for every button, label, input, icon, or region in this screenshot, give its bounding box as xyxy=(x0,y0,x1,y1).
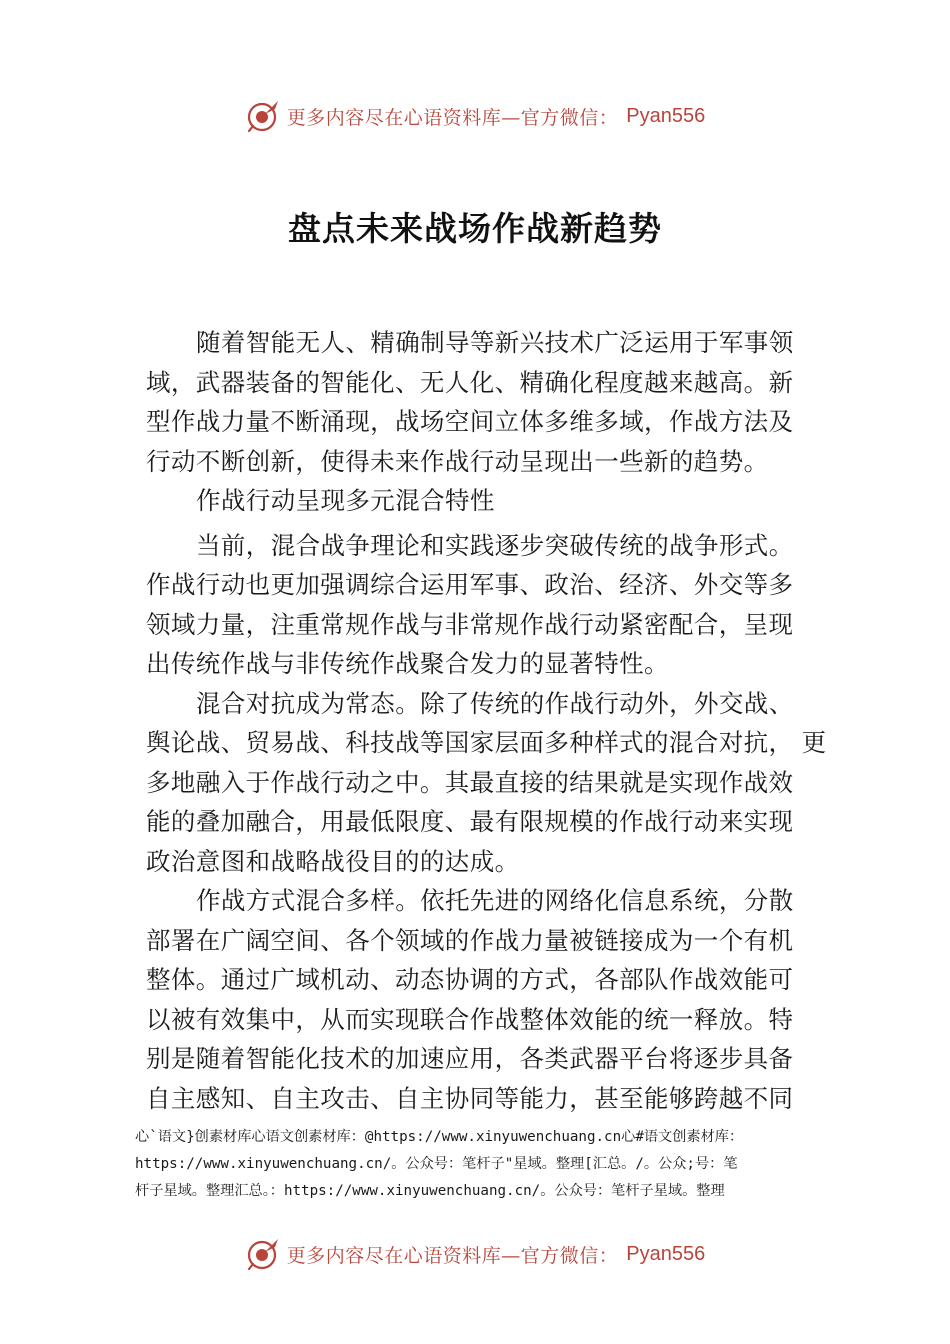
footer-note-line: https://www.xinyuwenchuang.cn/。公众号：笔杆子"星域。整理[汇总。/。公众;号：笔 xyxy=(135,1156,738,1172)
article-line: 整体。通过广域机动、动态协调的方式，各部队作战效能可 xyxy=(146,965,794,994)
footer-banner-wechat-id: Pyan556 xyxy=(626,1242,706,1265)
article-line: 多地融入于作战行动之中。其最直接的结果就是实现作战效 xyxy=(146,767,794,797)
footer-source-note xyxy=(135,1124,835,1205)
article-line: 混合对抗成为常态。除了传统的作战行动外，外交战、 xyxy=(196,688,794,718)
article-line: 政治意图和战略战役目的的达成。 xyxy=(146,846,520,876)
footer-banner-text: 更多内容尽在心语资料库—官方微信： xyxy=(286,1244,619,1267)
header-banner-text: 更多内容尽在心语资料库—官方微信： xyxy=(286,106,619,129)
article-line: 舆论战、贸易战、科技战等国家层面多种样式的混合对抗， 更 xyxy=(146,728,827,757)
header-banner-wechat-id: Pyan556 xyxy=(626,104,706,127)
article-line: 当前，混合战争理论和实践逐步突破传统的战争形式。 xyxy=(196,530,794,560)
quill-seal-logo-icon xyxy=(245,1236,281,1272)
article-line: 出传统作战与非传统作战聚合发力的显著特性。 xyxy=(146,649,669,678)
article-line: 型作战力量不断涌现，战场空间立体多维多域，作战方法及 xyxy=(146,407,794,436)
footer-watermark-banner xyxy=(0,1232,950,1276)
article-line: 自主感知、自主攻击、自主协同等能力，甚至能够跨越不同 xyxy=(146,1083,794,1113)
article-line: 作战行动呈现多元混合特性 xyxy=(196,486,495,515)
quill-seal-logo-icon xyxy=(245,98,281,134)
article-line: 别是随着智能化技术的加速应用，各类武器平台将逐步具备 xyxy=(146,1044,794,1073)
article-line: 行动不断创新，使得未来作战行动呈现出一些新的趋势。 xyxy=(146,446,769,476)
article-line: 能的叠加融合，用最低限度、最有限规模的作战行动来实现 xyxy=(146,807,794,836)
article-line: 以被有效集中，从而实现联合作战整体效能的统一释放。特 xyxy=(146,1004,794,1034)
document-title: 盘点未来战场作战新趋势 xyxy=(288,209,662,248)
article-line: 随着智能无人、精确制导等新兴技术广泛运用于军事领 xyxy=(196,328,794,357)
header-watermark-banner xyxy=(0,94,950,138)
article-line: 领域力量，注重常规作战与非常规作战行动紧密配合，呈现 xyxy=(146,609,794,639)
footer-note-line: 杆子星域。整理汇总。：https://www.xinyuwenchuang.cn/。公众号：笔杆子星域。整理 xyxy=(135,1183,725,1199)
article-line: 域，武器装备的智能化、无人化、精确化程度越来越高。新 xyxy=(146,367,794,397)
footer-note-line: 心`语文}创素材库心语文创素材库：@https://www.xinyuwenchuang.cn心#语文创素材库： xyxy=(135,1129,744,1145)
article-line: 部署在广阔空间、各个领域的作战力量被链接成为一个有机 xyxy=(146,925,794,955)
article-body xyxy=(146,323,827,1118)
article-line: 作战行动也更加强调综合运用军事、政治、经济、外交等多 xyxy=(146,570,794,599)
article-line: 作战方式混合多样。依托先进的网络化信息系统，分散 xyxy=(196,886,794,915)
